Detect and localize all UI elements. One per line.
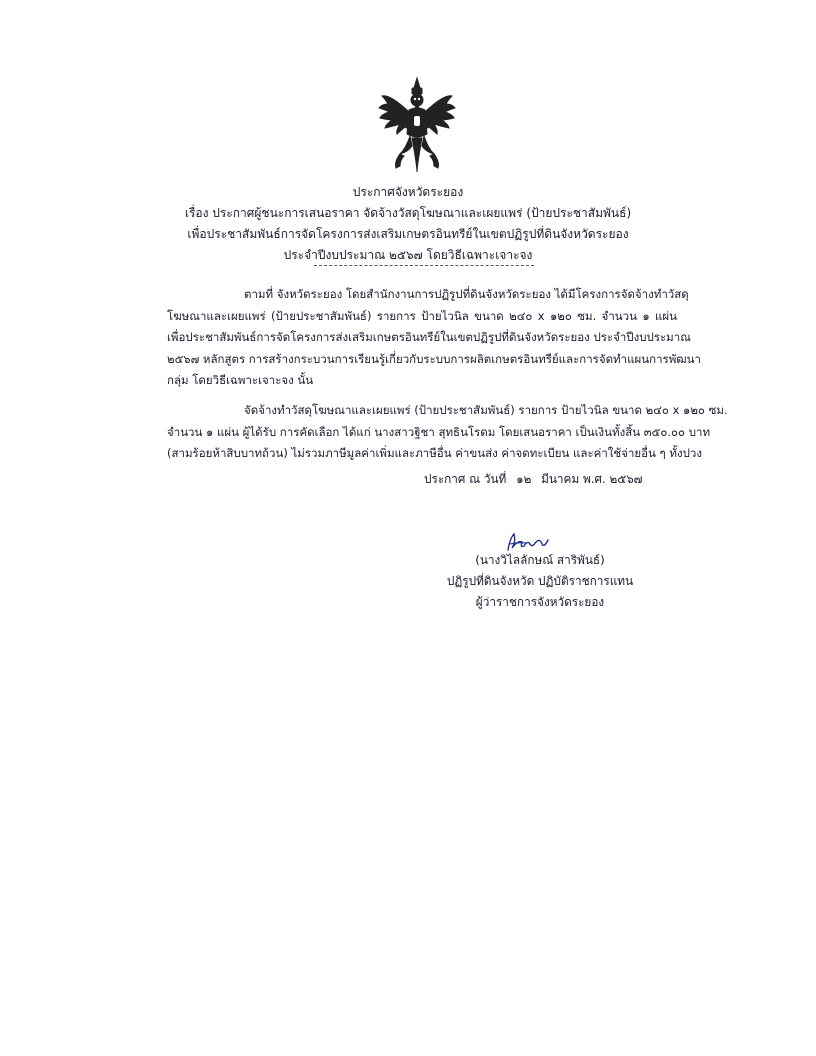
body-paragraph-1 (167, 284, 701, 392)
subject-fiscal-year-line: ประจำปีงบประมาณ ๒๕๖๗ โดยวิธีเฉพาะเจาะจง (283, 248, 533, 262)
subject-line: เรื่อง ประกาศผู้ชนะการเสนอราคา จัดจ้างวัสดุโฆษณาและเผยแพร่ (ป้ายประชาสัมพันธ์) (184, 206, 632, 220)
signatory-position: ปฏิรูปที่ดินจังหวัด ปฏิบัติราชการแทน (446, 574, 634, 588)
paragraph-1-line: ตามที่ จังหวัดระยอง โดยสำนักงานการปฏิรูปที่ดินจังหวัดระยอง ได้มีโครงการจัดจ้างทำวัสดุ (244, 287, 689, 301)
paragraph-1-line: กลุ่ม โดยวิธีเฉพาะเจาะจง นั้น (167, 373, 314, 387)
garuda-emblem-icon (376, 76, 458, 174)
signature-block (440, 550, 640, 613)
announcement-title: ประกาศจังหวัดระยอง (352, 185, 464, 199)
paragraph-1-line: โฆษณาและเผยแพร่ (ป้ายประชาสัมพันธ์) รายการ ป้ายไวนิล ขนาด ๒๔๐ x ๑๒๐ ซม. จำนวน ๑ แผ่น (167, 308, 677, 323)
body-paragraph-2 (167, 400, 728, 465)
document-title-block (120, 182, 696, 266)
paragraph-2-line: (สามร้อยห้าสิบบาทถ้วน) ไม่รวมภาษีมูลค่าเพิ่มและภาษีอื่น ค่าขนส่ง ค่าจดทะเบียน และค่าใช้จ่ายอื่น ๆ ทั้งปวง (167, 446, 702, 460)
paragraph-2-line: จัดจ้างทำวัสดุโฆษณาและเผยแพร่ (ป้ายประชาสัมพันธ์) รายการ ป้ายไวนิล ขนาด ๒๔๐ x ๑๒๐ ซม. (244, 403, 728, 417)
paragraph-1-line: เพื่อประชาสัมพันธ์การจัดโครงการส่งเสริมเกษตรอินทรีย์ในเขตปฏิรูปที่ดินจังหวัดระยอง ประจำปีงบประมาณ (167, 330, 691, 344)
date-month-year: มีนาคม พ.ศ. ๒๕๖๗ (541, 472, 643, 486)
title-separator (314, 265, 534, 266)
paragraph-1-line: ๒๕๖๗ หลักสูตร การสร้างกระบวนการเรียนรู้เกี่ยวกับระบบการผลิตเกษตรอินทรีย์และการจัดทำแผนการพัฒนา (167, 351, 701, 366)
paragraph-2-line: จำนวน ๑ แผ่น ผู้ได้รับ การคัดเลือก ได้แก่ นางสาวฐิชา สุทธินโรดม โดยเสนอราคา เป็นเงินทั้งสิ้น ๓๕๐.๐๐ บาท (167, 424, 711, 439)
signatory-position-2: ผู้ว่าราชการจังหวัดระยอง (475, 595, 605, 609)
date-prefix: ประกาศ ณ วันที่ (424, 472, 507, 486)
subject-purpose-line: เพื่อประชาสัมพันธ์การจัดโครงการส่งเสริมเกษตรอินทรีย์ในเขตปฏิรูปที่ดินจังหวัดระยอง (187, 227, 629, 241)
date-day: ๑๒ (516, 472, 532, 486)
announcement-date (424, 470, 643, 489)
signatory-name: (นางวิไลลักษณ์ สาริพันธ์) (475, 553, 605, 567)
